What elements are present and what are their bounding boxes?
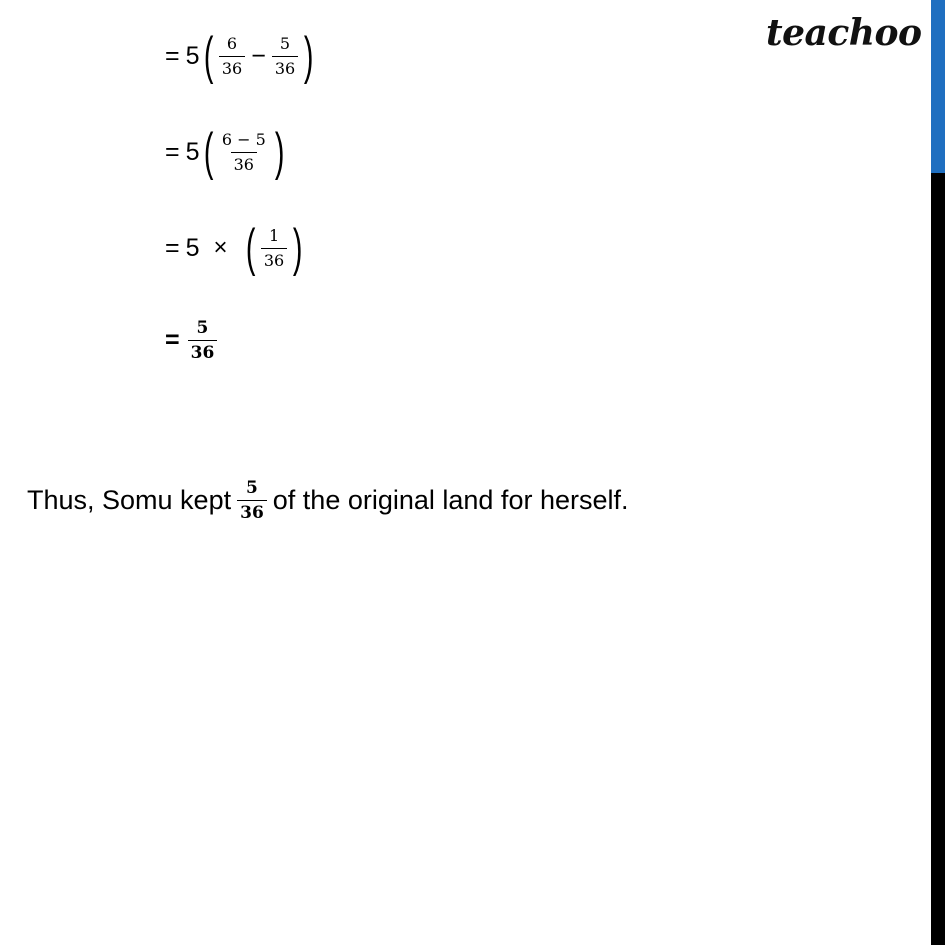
denominator: 36 [188, 340, 218, 363]
right-paren: ) [293, 219, 303, 277]
numerator: 5 [246, 478, 258, 498]
fraction [272, 34, 298, 77]
conclusion-text-before: Thus, Somu kept [27, 485, 232, 516]
left-paren: ( [245, 219, 255, 277]
times-sign: × [213, 234, 228, 261]
fraction [237, 478, 267, 524]
denominator: 36 [231, 152, 257, 174]
teachoo-logo: teachoo [766, 12, 922, 54]
minus-sign: − [251, 41, 266, 70]
sidebar-accent-bar [931, 0, 945, 173]
denominator: 36 [219, 56, 245, 78]
conclusion-text-after: of the original land for herself. [272, 485, 629, 516]
coefficient: 5 [185, 233, 200, 262]
denominator: 36 [237, 500, 267, 523]
equals-sign: = [165, 326, 180, 355]
fraction [219, 130, 269, 173]
left-paren: ( [203, 123, 213, 181]
fraction [219, 34, 245, 77]
numerator: 5 [196, 318, 209, 338]
step-2 [165, 123, 288, 181]
coefficient: 5 [185, 41, 200, 70]
equals-sign: = [165, 137, 180, 166]
denominator: 36 [272, 56, 298, 78]
conclusion-sentence [27, 478, 629, 524]
fraction [188, 318, 218, 364]
fraction [261, 226, 287, 269]
numerator: 1 [268, 226, 280, 246]
denominator: 36 [261, 248, 287, 270]
equals-sign: = [165, 41, 180, 70]
step-4-result [165, 318, 219, 364]
numerator: 6 [226, 34, 238, 54]
left-paren: ( [203, 27, 213, 85]
right-paren: ) [274, 123, 285, 181]
right-paren: ) [304, 27, 314, 85]
step-3 [165, 219, 307, 277]
step-1 [165, 27, 318, 85]
numerator: 5 [279, 34, 291, 54]
numerator: 6 − 5 [221, 130, 266, 150]
coefficient: 5 [185, 137, 200, 166]
equals-sign: = [165, 233, 180, 262]
